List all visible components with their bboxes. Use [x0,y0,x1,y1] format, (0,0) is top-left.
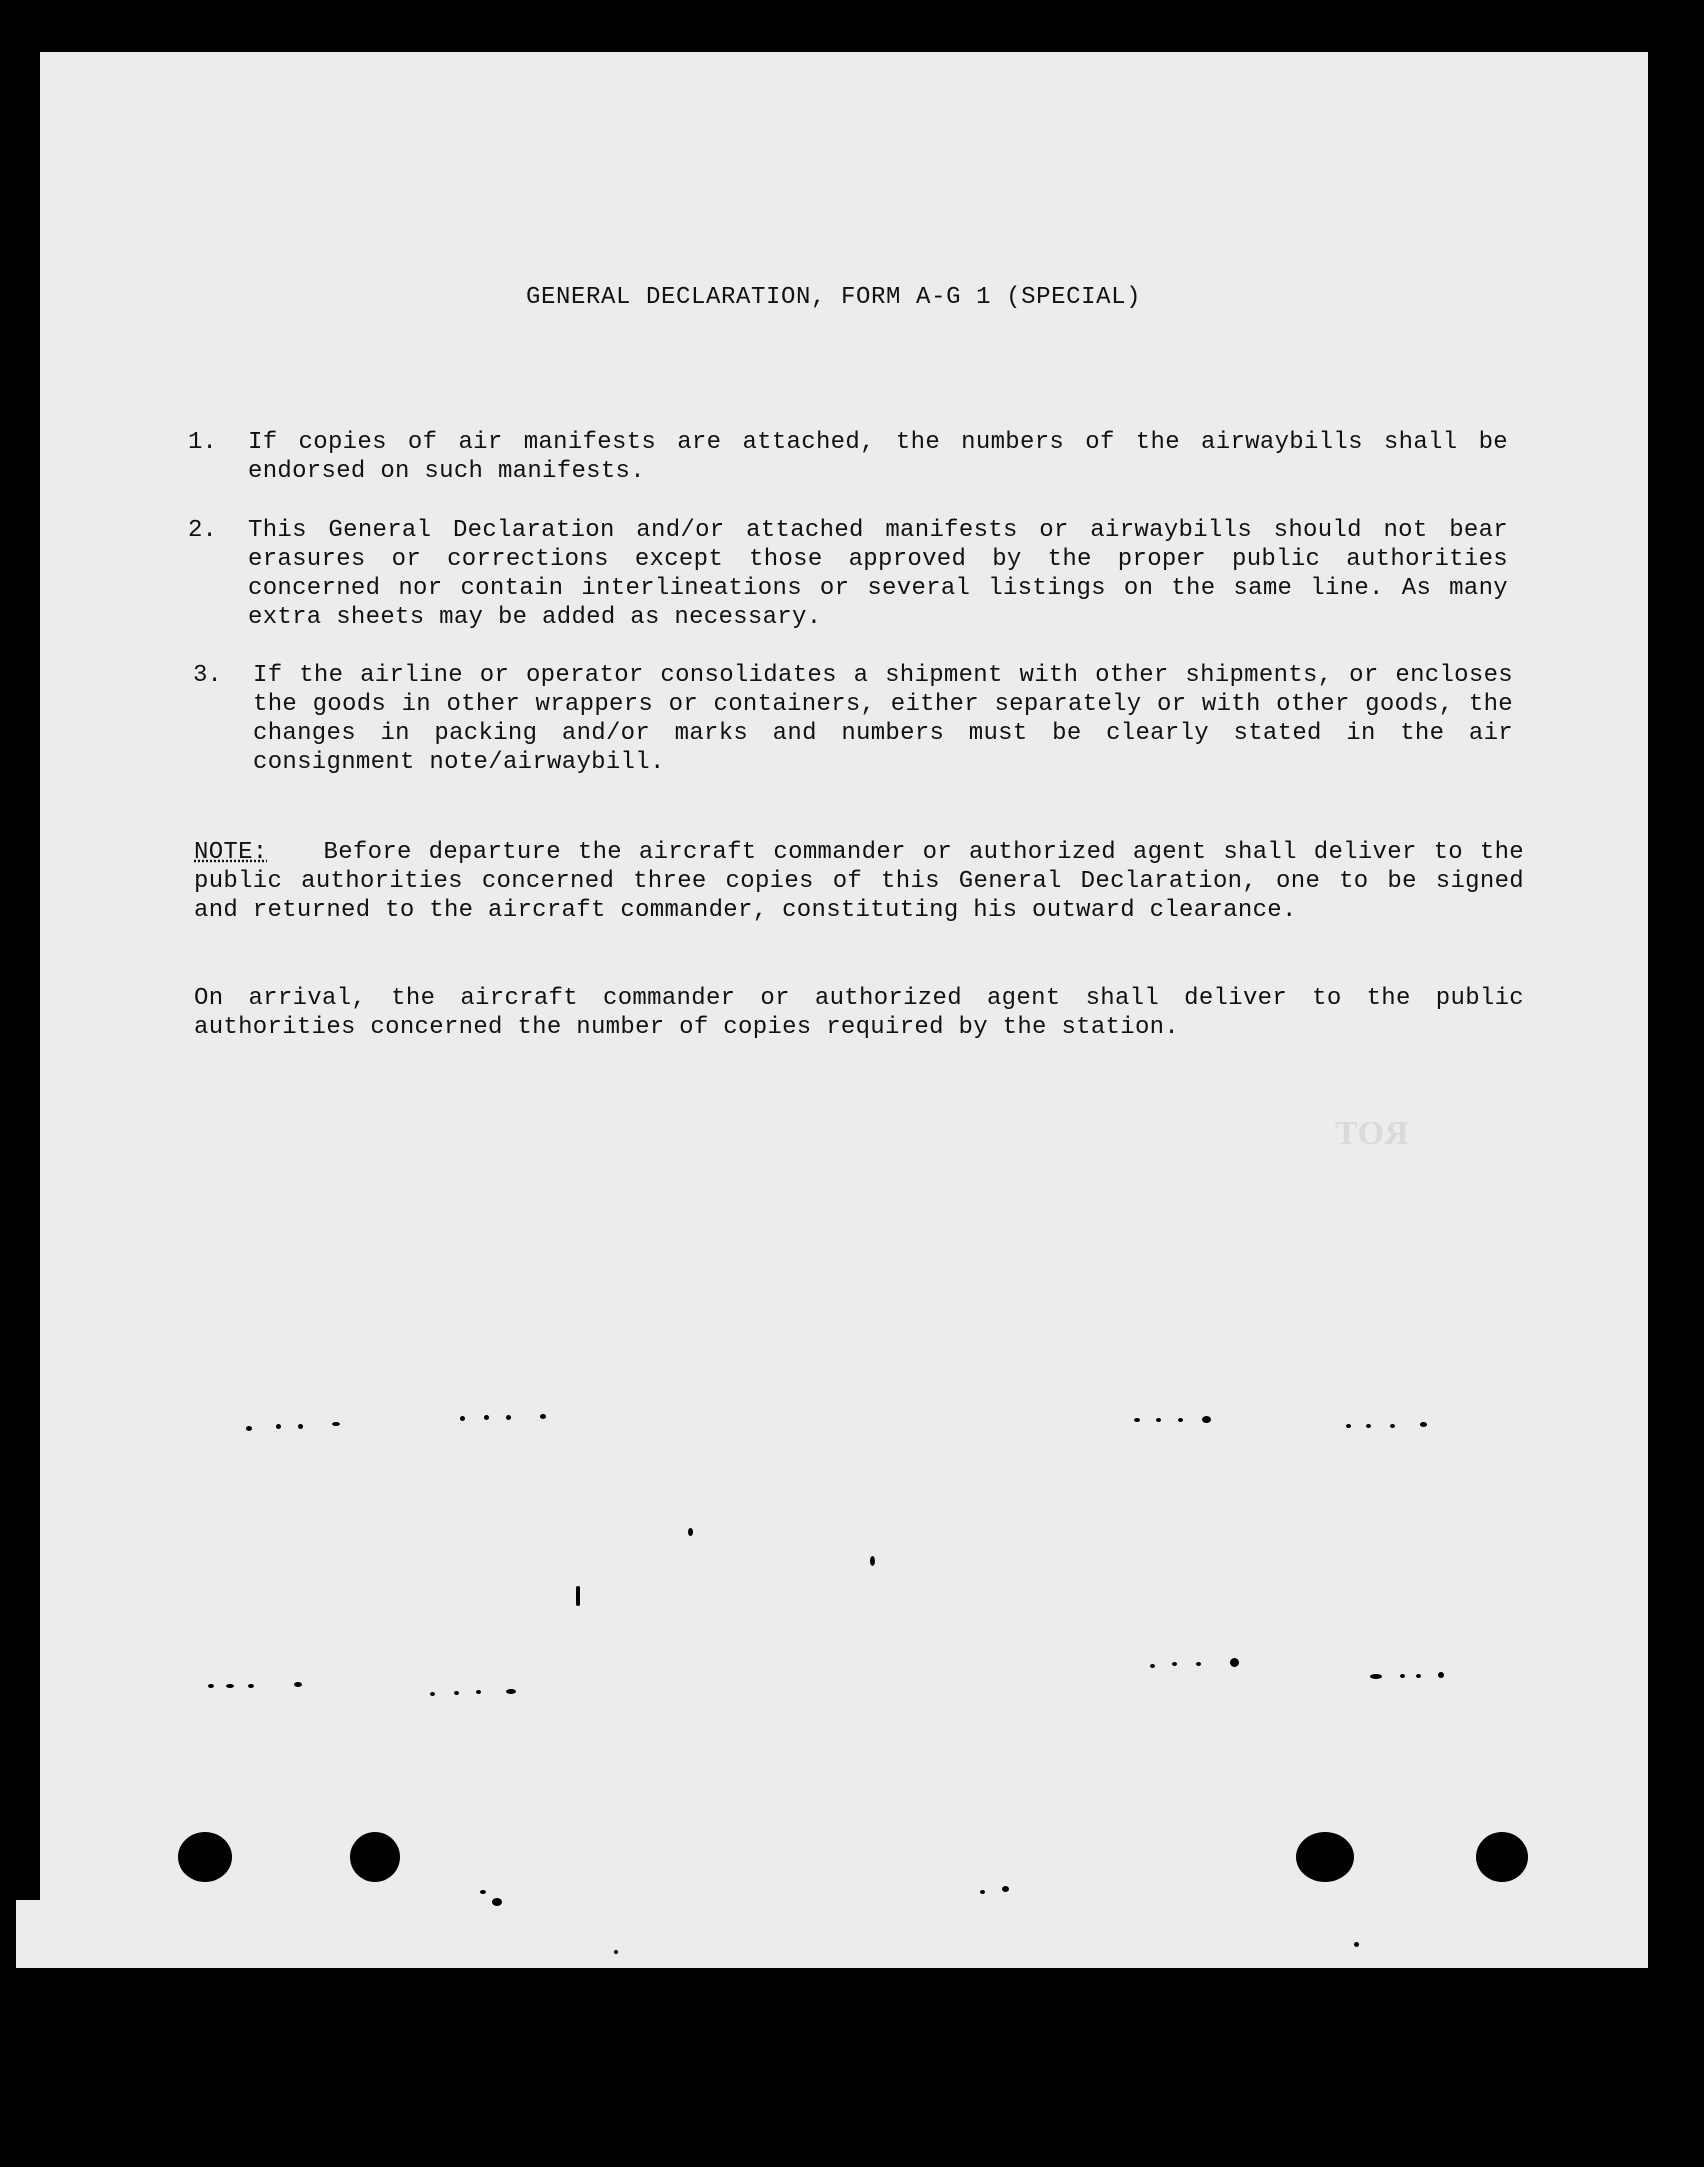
speck [870,1556,875,1566]
speck [506,1415,511,1420]
punch-hole [1476,1832,1528,1882]
speck [540,1414,546,1419]
speck [480,1890,486,1894]
punch-hole [178,1832,232,1882]
speck [1370,1674,1382,1679]
faint-bleedthrough-mark: ROT [1335,1115,1409,1152]
speck [1346,1424,1351,1428]
speck [1178,1418,1183,1422]
form-title: GENERAL DECLARATION, FORM A-G 1 (SPECIAL) [526,284,1142,311]
speck [1438,1672,1444,1678]
item-number: 2. [188,517,217,544]
speck [1156,1418,1161,1422]
speck [1134,1418,1140,1422]
speck [476,1690,481,1694]
item-number: 1. [188,429,217,456]
punch-hole [350,1832,400,1882]
speck [98,596,102,604]
paper-sheet [40,52,1648,1964]
speck [614,1950,618,1954]
speck [980,1890,985,1894]
speck [1172,1662,1177,1666]
punch-hole [1296,1832,1354,1882]
speck [97,519,101,525]
speck [248,1684,254,1688]
speck [332,1422,340,1426]
speck [1366,1424,1371,1428]
speck [1002,1886,1009,1892]
speck [1202,1416,1211,1423]
speck [1354,1942,1359,1947]
speck [1230,1658,1239,1667]
speck [1390,1424,1395,1428]
speck [208,1684,214,1688]
speck [294,1682,302,1687]
speck [506,1689,516,1694]
arrival-paragraph: On arrival, the aircraft commander or authorized agent shall deliver to the public authorities concerned the number of copies required by the station. [194,985,1524,1041]
speck [484,1415,489,1420]
speck [454,1691,459,1695]
note-label: NOTE: [194,839,268,866]
item-text: If the airline or operator consolidates a shipment with other shipments, or encloses the goods in other wrappers or containers, either separately or with other goods, the changes in packing and/or marks and numbers must be clearly stated in the air consignment note/airwaybill. [253,662,1513,776]
speck [226,1684,234,1688]
note-text: Before departure the aircraft commander or authorized agent shall deliver to the public authorities concerned three copies of this General Declaration, one to be signed and returned to the aircraft commander, constituting his outward clearance. [194,839,1524,924]
speck [246,1426,252,1431]
item-text: This General Declaration and/or attached manifests or airwaybills should not bear erasures or corrections except those approved by the proper public authorities concerned nor contain interlineations or several listings on the same line. As many extra sheets may be added as necessary. [248,517,1508,631]
note-paragraph [194,838,1524,925]
speck [276,1424,281,1429]
speck [688,1528,693,1536]
item-number: 3. [193,662,222,689]
speck [99,1337,104,1342]
speck [298,1424,303,1429]
speck [576,1586,580,1606]
speck [1416,1674,1421,1678]
speck [430,1692,435,1696]
speck [99,1043,104,1048]
speck [1150,1664,1155,1668]
speck [1400,1674,1405,1678]
speck [460,1416,465,1421]
speck [492,1898,502,1906]
speck [1420,1422,1427,1427]
speck [1196,1662,1201,1666]
item-text: If copies of air manifests are attached, the numbers of the airwaybills shall be endorsed on such manifests. [248,429,1508,485]
